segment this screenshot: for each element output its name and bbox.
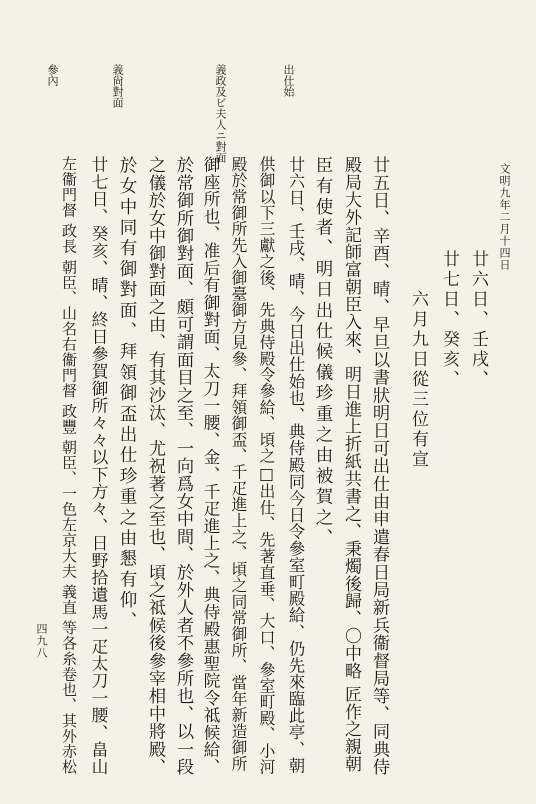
text-line: 於女中同有御對面、拜領御盃出仕珍重之由懇有仰、 (117, 156, 137, 633)
text-line: 左衞門督 政長 朝臣、山名右衞門督 政豐 朝臣、一色左京大夫 義直 等各糸卷也、其外赤松 (60, 156, 78, 775)
text-line: 廿七日、癸亥、晴、終日參賀御所々々以下方々、日野拾遺馬一疋太刀一腰、畠山 (89, 156, 109, 776)
side-note: 參內 (46, 64, 59, 86)
text-line: 廿五日、辛酉、晴、早旦以書狀明日可出仕由申遣春日局新兵衞督局等、同典侍 (369, 156, 389, 776)
text-line: 供御以下三獻之後、先典侍殿令參給、頃之□出仕、先著直垂、大口、參室町殿、小河 (257, 156, 276, 775)
text-line: 殿於常御所先入御臺御方見參、拜領御盃、千疋進上之、頃之同常御所、當年新造御所 (229, 156, 248, 772)
text-line: 臣有使者、明日出仕候儀珍重之由被賀之、 (313, 156, 333, 550)
text-line: 於常御所御對面、頗可謂面目之至、一向爲女中間、於外人者不參所也、以一段 (173, 156, 193, 776)
text-line: 六月九日從三位有宣 (408, 290, 428, 470)
side-note: 義尙對面 (111, 64, 124, 108)
side-note: 義政及ビ夫人ニ對面 (214, 64, 227, 163)
side-note: 出仕始 (282, 64, 295, 97)
text-line: 殿局大外記師富朝臣入來、明日進上折紙共書之、秉燭後歸、〇中略 匠作之親朝 (341, 156, 361, 773)
page-number: 四九八 (35, 623, 48, 659)
text-line: 之儀於女中御對面之由、有其沙汰、尤祝著之至也、頃之祗候後參宰相中將殿、 (145, 156, 165, 776)
text-line: 廿六日、壬戌、晴、今日出仕始也、典侍殿同今日令參室町殿給、仍先來臨此亭、朝 (286, 156, 305, 774)
text-line: 御座所也、准后有御對面、太刀一腰、金、千疋進上之、典侍殿惠聖院令祗候給、 (201, 156, 221, 776)
text-line: 廿七日、癸亥、 (439, 250, 459, 390)
page-header-title: 文明九年二月十四日 (498, 163, 511, 271)
text-line: 廿六日、壬戌、 (468, 250, 488, 390)
